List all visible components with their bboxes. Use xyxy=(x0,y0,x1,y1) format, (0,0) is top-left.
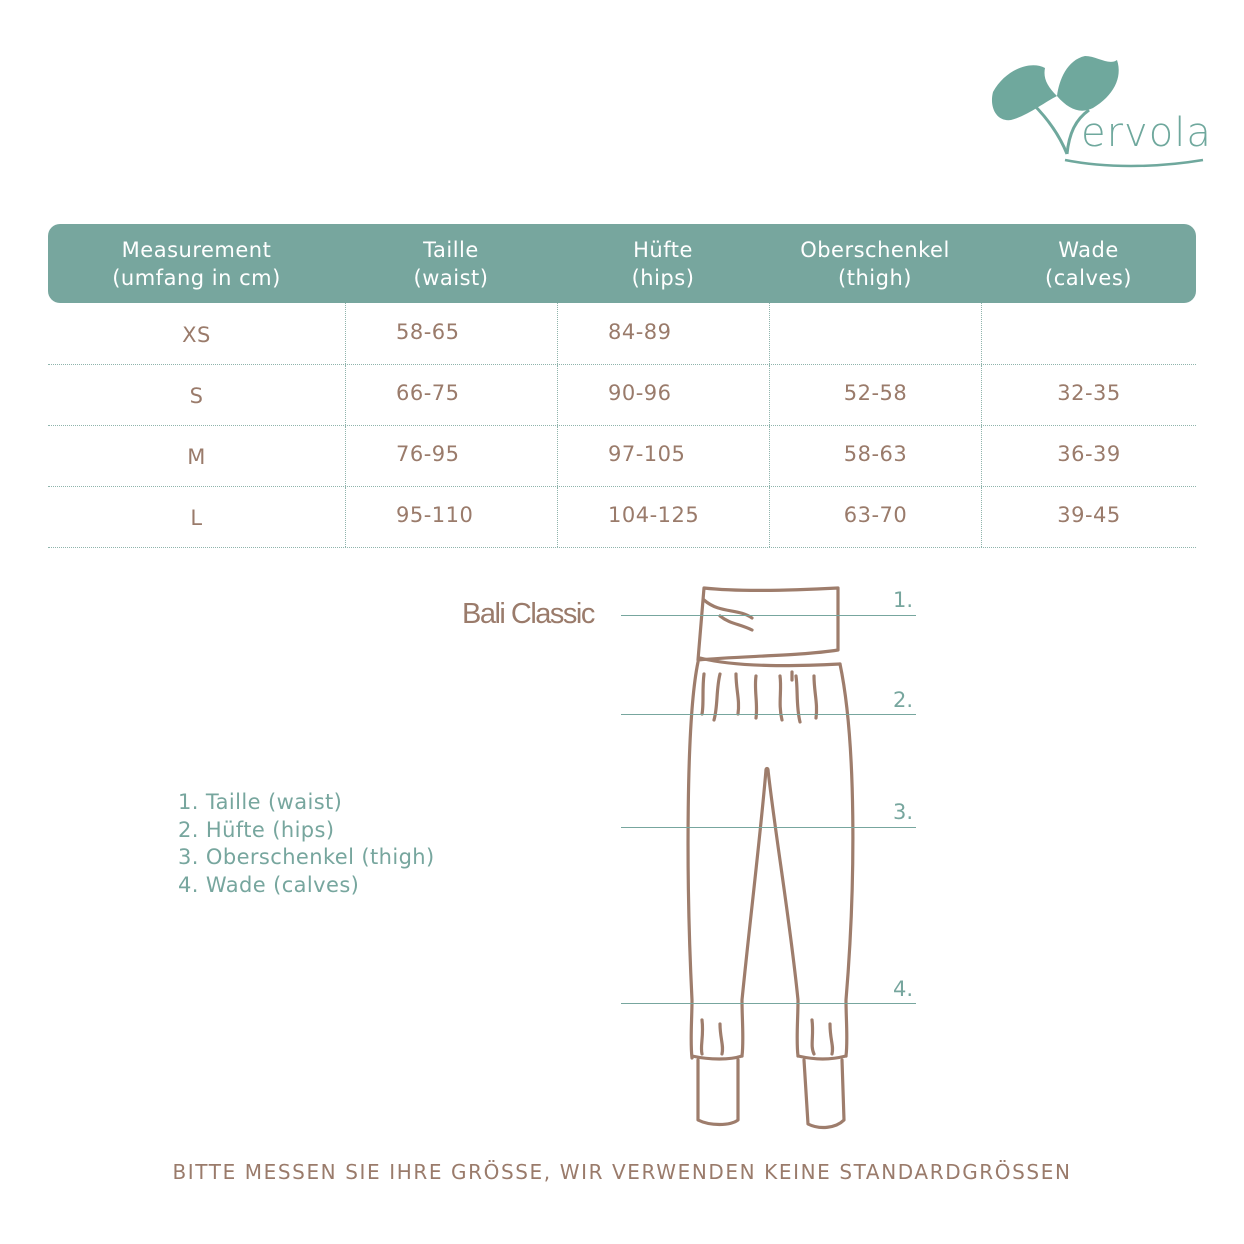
legend-item: 1. Taille (waist) xyxy=(178,790,343,814)
header-sublabel: (umfang in cm) xyxy=(112,265,281,290)
header-sublabel: (calves) xyxy=(1045,265,1132,290)
footer-note: BITTE MESSEN SIE IHRE GRÖSSE, WIR VERWENDEN KEINE STANDARDGRÖSSEN xyxy=(172,1160,1072,1184)
cell-calves xyxy=(981,303,1196,364)
header-calves xyxy=(981,236,1196,292)
header-label: Taille xyxy=(423,237,479,262)
header-measurement xyxy=(48,236,345,292)
logo-wordmark: ervola xyxy=(1081,110,1212,156)
header-label: Oberschenkel xyxy=(800,237,950,262)
cell-waist: 95-110 xyxy=(345,487,557,547)
header-label: Hüfte xyxy=(633,237,693,262)
legend-item: 3. Oberschenkel (thigh) xyxy=(178,845,435,869)
cell-hips: 97-105 xyxy=(557,426,769,486)
measure-line-thigh xyxy=(621,827,916,828)
table-body xyxy=(48,303,1196,548)
cell-thigh: 52-58 xyxy=(769,365,981,425)
cell-thigh: 58-63 xyxy=(769,426,981,486)
cell-waist: 58-65 xyxy=(345,303,557,364)
table-header xyxy=(48,224,1196,303)
cell-hips: 84-89 xyxy=(557,303,769,364)
header-label: Measurement xyxy=(121,237,272,262)
measure-label-4: 4. xyxy=(893,977,914,1001)
header-label: Wade xyxy=(1058,237,1119,262)
pants-illustration xyxy=(680,580,870,1140)
header-sublabel: (thigh) xyxy=(838,265,912,290)
brand-logo xyxy=(985,50,1210,180)
measure-label-2: 2. xyxy=(893,688,914,712)
cell-size: XS xyxy=(182,322,211,347)
cell-size: S xyxy=(189,384,204,408)
cell-calves: 36-39 xyxy=(981,426,1196,486)
measure-label-3: 3. xyxy=(893,800,914,824)
product-name: Bali Classic xyxy=(462,598,594,630)
cell-size: M xyxy=(187,445,206,469)
measure-label-1: 1. xyxy=(893,588,914,612)
cell-hips: 104-125 xyxy=(557,487,769,547)
legend-item: 2. Hüfte (hips) xyxy=(178,817,335,842)
table-row xyxy=(48,426,1196,487)
header-thigh xyxy=(769,236,981,292)
cell-calves: 39-45 xyxy=(981,487,1196,547)
header-waist xyxy=(345,236,557,292)
size-table xyxy=(48,224,1196,548)
header-sublabel: (hips) xyxy=(631,265,695,290)
table-row xyxy=(48,303,1196,365)
measure-line-calves xyxy=(621,1003,916,1004)
header-hips xyxy=(557,236,769,292)
cell-size: L xyxy=(190,506,203,530)
cell-thigh: 63-70 xyxy=(769,487,981,547)
cell-calves: 32-35 xyxy=(981,365,1196,425)
cell-thigh xyxy=(769,303,981,364)
measure-line-waist xyxy=(621,615,916,616)
table-row xyxy=(48,365,1196,426)
measurement-legend xyxy=(178,789,435,899)
measure-line-hips xyxy=(621,714,916,715)
header-sublabel: (waist) xyxy=(413,265,489,290)
cell-hips: 90-96 xyxy=(557,365,769,425)
cell-waist: 76-95 xyxy=(345,426,557,486)
cell-waist: 66-75 xyxy=(345,365,557,425)
legend-item: 4. Wade (calves) xyxy=(178,872,360,897)
table-row xyxy=(48,487,1196,548)
